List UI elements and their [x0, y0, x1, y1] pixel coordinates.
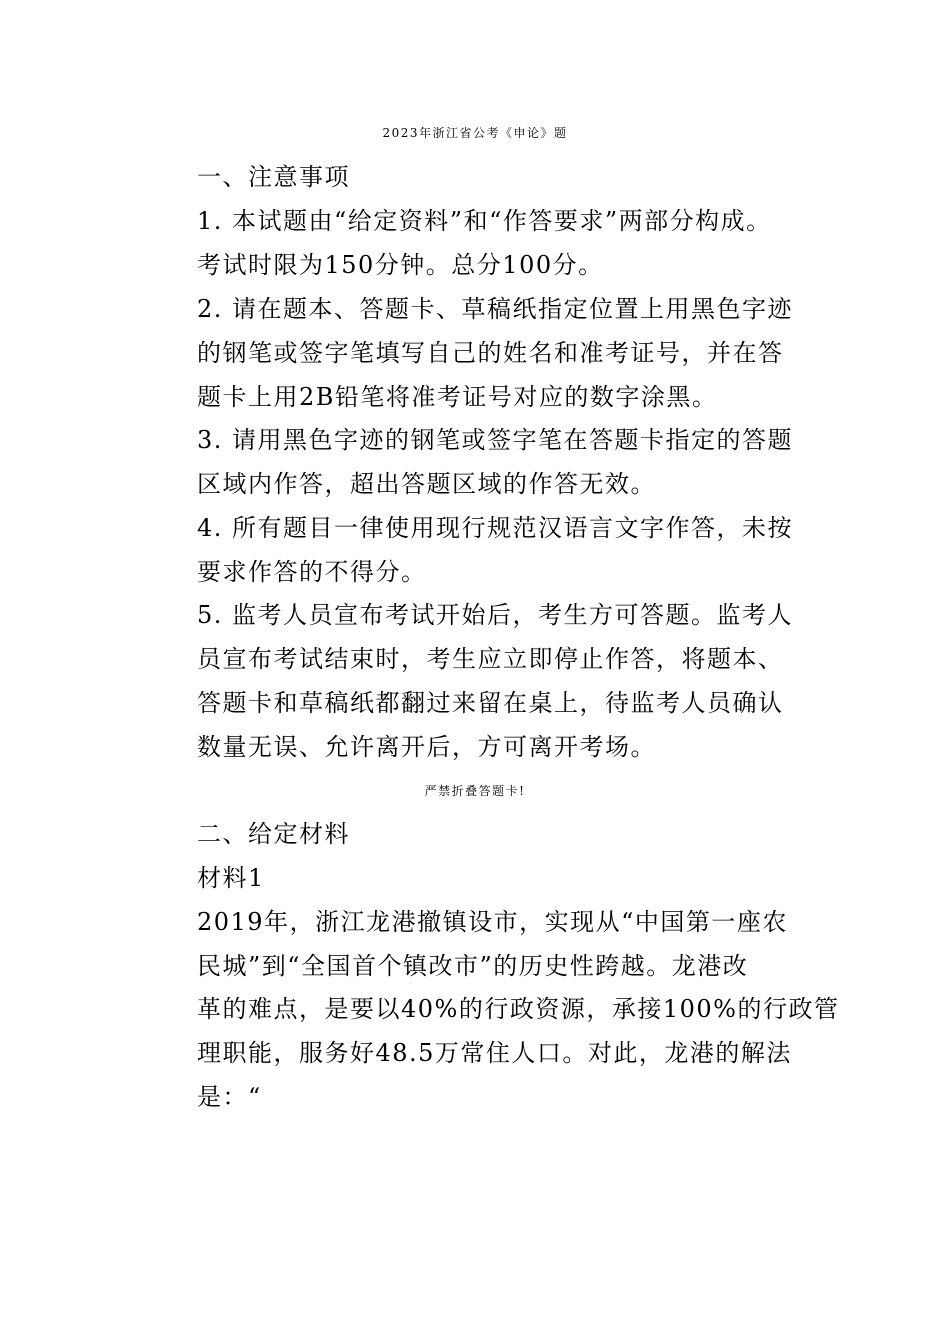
document-title: 2023年浙江省公考《申论》题	[382, 126, 568, 140]
material-label: 材料1	[197, 864, 265, 892]
note-line: 3. 请用黑色字迹的钢笔或签字笔在答题卡指定的答题	[197, 426, 794, 454]
material-line: 理职能，服务好48.5万常住人口。对此，龙港的解法	[197, 1039, 792, 1067]
warning-text: 严禁折叠答题卡!	[424, 784, 526, 798]
note-line: 数量无误、允许离开后，方可离开考场。	[197, 733, 656, 761]
note-line: 考试时限为150分钟。总分100分。	[197, 251, 604, 279]
material-line: 民城”到“全国首个镇改市”的历史性跨越。龙港改	[197, 952, 749, 980]
note-line: 区域内作答，超出答题区域的作答无效。	[197, 470, 656, 498]
section-heading-notes: 一、注意事项	[197, 163, 350, 191]
note-line: 要求作答的不得分。	[197, 558, 427, 586]
note-line: 的钢笔或签字笔填写自己的姓名和准考证号，并在答	[197, 339, 784, 367]
material-line: 革的难点，是要以40%的行政资源，承接100%的行政管	[197, 995, 840, 1023]
note-line: 题卡上用2B铅笔将准考证号对应的数字涂黑。	[197, 383, 718, 411]
material-line: 2019年，浙江龙港撤镇设市，实现从“中国第一座农	[197, 908, 788, 936]
note-line: 1. 本试题由“给定资料”和“作答要求”两部分构成。	[197, 207, 772, 235]
note-line: 员宣布考试结束时，考生应立即停止作答，将题本、	[197, 645, 784, 673]
note-line: 答题卡和草稿纸都翻过来留在桌上，待监考人员确认	[197, 689, 784, 717]
note-line: 5. 监考人员宣布考试开始后，考生方可答题。监考人	[197, 601, 794, 629]
material-line: 是：“	[197, 1083, 262, 1111]
section-heading-materials: 二、给定材料	[197, 820, 350, 848]
note-line: 2. 请在题本、答题卡、草稿纸指定位置上用黑色字迹	[197, 295, 794, 323]
note-line: 4. 所有题目一律使用现行规范汉语言文字作答，未按	[197, 514, 794, 542]
